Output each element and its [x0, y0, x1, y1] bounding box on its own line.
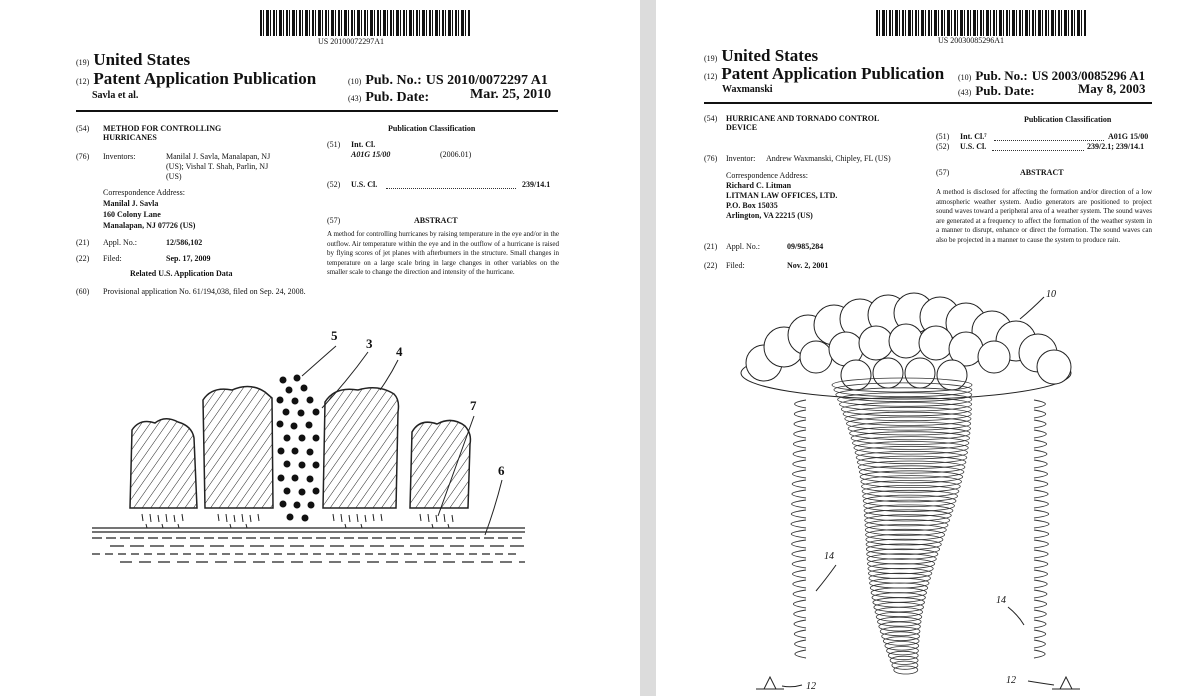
sound-wave-arc: [1034, 520, 1049, 528]
sound-wave-arc: [792, 480, 806, 488]
corr-label: Correspondence Address:: [103, 188, 185, 197]
page-divider: [640, 0, 656, 696]
sound-wave-arc: [793, 450, 806, 458]
sound-wave-arc: [792, 560, 806, 568]
patent-title: METHOD FOR CONTROLLING HURRICANES: [103, 124, 222, 142]
filed-label: Filed:: [726, 261, 745, 270]
filed-date: Sep. 17, 2009: [166, 254, 211, 263]
pub-type-line: (12) Patent Application Publication: [76, 69, 317, 88]
fig-label-12-left: 12: [806, 681, 816, 692]
sound-wave-arc: [1034, 480, 1048, 488]
abstract-heading: ABSTRACT: [414, 216, 458, 225]
pub-class-heading: Publication Classification: [388, 124, 476, 133]
sound-wave-arc: [1034, 540, 1048, 548]
pub-date-line: (43) Pub. Date:: [958, 83, 1035, 98]
sound-wave-arc: [1034, 470, 1048, 478]
barcode-number: US 20030085296A1: [938, 36, 1005, 45]
abstract-text: A method is disclosed for affecting the formation and/or direction of a low atmospheric weather system. Audio generators are positioned to project sound waves toward a peripheral area of a weather system. The sound waves are generated at a frequency to affect the formation of the weather system in a manner to disrupt, enhance or direct the formation. The sound waves can also be projected in a manner to cause the system to produce rain.: [936, 188, 1152, 244]
sound-wave-arc: [1034, 620, 1046, 628]
header-rule: [704, 102, 1152, 104]
rain-marks: [142, 514, 453, 528]
sound-wave-arc: [794, 620, 806, 628]
sound-wave-arc: [1034, 580, 1047, 588]
sound-wave-arc: [793, 440, 806, 448]
sound-wave-arc: [1034, 420, 1046, 428]
sound-wave-arc: [1034, 530, 1049, 538]
tornado-figure: [656, 285, 1200, 696]
sound-wave-arc: [1034, 460, 1047, 468]
inventors-code: (76): [76, 152, 90, 161]
filed-code: (22): [76, 254, 90, 263]
inventors-line-2: (US); Vishal T. Shah, Parlin, NJ: [166, 162, 269, 171]
pub-date: May 8, 2003: [1078, 81, 1146, 96]
corr-label: Correspondence Address:: [726, 171, 808, 180]
sound-wave-arc: [793, 590, 806, 598]
sound-wave-arc: [1034, 410, 1046, 418]
intcl-value: A01G 15/00: [351, 150, 391, 159]
fig-label-10: 10: [1046, 289, 1056, 300]
sound-wave-arc: [794, 430, 806, 438]
abstract-heading: ABSTRACT: [1020, 168, 1064, 177]
sound-wave-arc: [1034, 570, 1048, 578]
sound-wave-arc: [793, 580, 806, 588]
appl-code: (21): [704, 242, 718, 251]
fig-label-6: 6: [498, 463, 505, 478]
sound-wave-arc: [792, 490, 806, 498]
filed-date: Nov. 2, 2001: [787, 261, 829, 270]
intcl-label: Int. Cl.: [351, 140, 376, 149]
sound-waves-left: [791, 400, 806, 658]
sound-wave-arc: [1034, 600, 1047, 608]
sound-wave-arc: [794, 630, 806, 638]
sound-wave-arc: [793, 470, 807, 478]
corr-line-4: Arlington, VA 22215 (US): [726, 211, 813, 220]
funnel-ring: [866, 539, 941, 550]
sound-waves-right: [1034, 400, 1049, 658]
appl-code: (21): [76, 238, 90, 247]
sound-wave-arc: [792, 550, 806, 558]
particle-column: [277, 375, 320, 522]
provisional-text: Provisional application No. 61/194,038, filed on Sep. 24, 2008.: [103, 287, 306, 296]
appl-number: 12/586,102: [166, 238, 203, 247]
tornado-funnel: [832, 378, 972, 674]
title-code: (54): [704, 114, 718, 123]
uscl-value: 239/2.1; 239/14.1: [1087, 142, 1145, 151]
fig-label-3: 3: [366, 336, 373, 351]
intcl-code: (51): [327, 140, 341, 149]
sound-wave-arc: [795, 650, 806, 658]
sound-wave-arc: [1034, 400, 1045, 408]
sound-wave-arc: [792, 540, 806, 548]
pub-number-line: (10) Pub. No.: US 2010/0072297 A1: [348, 73, 548, 88]
fig-label-14-right: 14: [996, 595, 1006, 606]
inventor-label: Inventor:: [726, 154, 756, 163]
inventor-name: Andrew Waxmanski, Chipley, FL (US): [766, 154, 891, 163]
hurricane-figure: [0, 320, 640, 580]
header-rule: [76, 110, 558, 112]
appl-number: 09/985,284: [787, 242, 824, 251]
sound-wave-arc: [795, 640, 806, 648]
cloud-column-3: [323, 388, 399, 508]
sound-wave-arc: [1034, 450, 1047, 458]
inventor-code: (76): [704, 154, 718, 163]
filed-label: Filed:: [103, 254, 122, 263]
corr-line-3: P.O. Box 15035: [726, 201, 778, 210]
country-line: (19) United States: [704, 46, 819, 65]
appl-label: Appl. No.:: [103, 238, 137, 247]
sound-wave-arc: [794, 410, 806, 418]
prov-code: (60): [76, 287, 90, 296]
funnel-ring: [885, 642, 919, 651]
fig-label-4: 4: [396, 344, 403, 359]
pub-number-line: (10) Pub. No.: US 2003/0085296 A1: [958, 68, 1146, 83]
fig-label-7: 7: [470, 398, 477, 413]
sound-wave-arc: [1034, 650, 1045, 658]
intcl-label: Int. Cl.⁷: [960, 132, 987, 141]
uscl-code: (52): [327, 180, 341, 189]
uscl-value: 239/14.1: [522, 180, 551, 189]
sound-wave-arc: [1034, 590, 1047, 598]
sound-wave-arc: [791, 530, 806, 538]
inventors-line-3: (US): [166, 172, 182, 181]
author: Waxmanski: [722, 84, 773, 95]
intcl-leader: [994, 140, 1104, 141]
pub-class-heading: Publication Classification: [1024, 115, 1112, 124]
funnel-ring: [866, 534, 943, 545]
barcode: [876, 10, 1086, 36]
sound-wave-arc: [1034, 610, 1046, 618]
corr-line-2: LITMAN LAW OFFICES, LTD.: [726, 191, 838, 200]
corr-line-1: Manilal J. Savla: [103, 199, 159, 208]
uscl-label: U.S. Cl.: [351, 180, 378, 189]
fig-label-12-right: 12: [1006, 675, 1016, 686]
sound-wave-arc: [1034, 440, 1047, 448]
corr-line-1: Richard C. Litman: [726, 181, 792, 190]
funnel-ring: [887, 647, 919, 655]
funnel-ring: [882, 632, 920, 641]
funnel-ring: [880, 627, 920, 636]
uscl-code: (52): [936, 142, 950, 151]
audio-generators: [756, 677, 1080, 689]
patent-page-right: [656, 0, 1200, 696]
intcl-year: (2006.01): [440, 150, 472, 159]
author: Savla et al.: [92, 90, 139, 101]
funnel-ring: [894, 666, 918, 674]
pub-date: Mar. 25, 2010: [470, 87, 552, 102]
sound-wave-arc: [1034, 640, 1045, 648]
barcode-number: US 20100072297A1: [318, 37, 385, 46]
patent-title: HURRICANE AND TORNADO CONTROL DEVICE: [726, 114, 879, 132]
country-line: (19) United States: [76, 50, 191, 69]
abstract-code: (57): [936, 168, 950, 177]
funnel-ring: [888, 651, 918, 659]
sound-wave-arc: [1034, 500, 1048, 508]
barcode: [260, 10, 470, 36]
sound-wave-arc: [793, 460, 806, 468]
abstract-code: (57): [327, 216, 341, 225]
appl-label: Appl. No.:: [726, 242, 760, 251]
sound-wave-arc: [793, 600, 806, 608]
uscl-leader: [992, 150, 1084, 151]
sound-wave-arc: [1034, 560, 1048, 568]
sound-wave-arc: [791, 510, 806, 518]
uscl-label: U.S. Cl.: [960, 142, 987, 151]
cloud-column-4: [410, 420, 470, 508]
inventors-label: Inventors:: [103, 152, 136, 161]
sound-wave-arc: [1034, 550, 1048, 558]
cloud-column-1: [130, 419, 197, 508]
funnel-ring: [860, 471, 963, 483]
cloud-column-2: [203, 386, 273, 508]
pub-date-line: (43) Pub. Date:: [348, 90, 430, 105]
sound-wave-arc: [1034, 490, 1048, 498]
sound-wave-arc: [793, 570, 807, 578]
intcl-value: A01G 15/00: [1108, 132, 1149, 141]
sound-wave-arc: [794, 420, 806, 428]
inventors-line-1: Manilal J. Savla, Manalapan, NJ: [166, 152, 271, 161]
funnel-ring: [883, 637, 919, 646]
sound-wave-arc: [1034, 430, 1046, 438]
fig-label-14-left: 14: [824, 551, 834, 562]
sound-wave-arc: [795, 400, 806, 408]
related-heading: Related U.S. Application Data: [130, 269, 233, 278]
abstract-text: A method for controlling hurricanes by raising temperature in the eye and/or in the outflow. Air temperature within the eye and in the outflow of a hurricane is raised by flying scores of jet planes with afterburners in the structure. Small changes in temperature on a large scale bring in large changes in other variables on the smaller scale to change the direction and intensity of the hurricane.: [327, 230, 559, 276]
sound-wave-arc: [791, 520, 806, 528]
uscl-leader: [386, 188, 516, 189]
pub-type-line: (12) Patent Application Publication: [704, 64, 945, 83]
corr-line-3: Manalapan, NJ 07726 (US): [103, 221, 196, 230]
filed-code: (22): [704, 261, 718, 270]
sound-wave-arc: [792, 500, 806, 508]
title-code: (54): [76, 124, 90, 133]
sound-wave-arc: [1034, 510, 1049, 518]
corr-line-2: 160 Colony Lane: [103, 210, 161, 219]
sound-wave-arc: [794, 610, 806, 618]
intcl-code: (51): [936, 132, 950, 141]
sound-wave-arc: [1034, 630, 1046, 638]
fig-label-5: 5: [331, 328, 338, 343]
ground-lines: [92, 528, 525, 562]
